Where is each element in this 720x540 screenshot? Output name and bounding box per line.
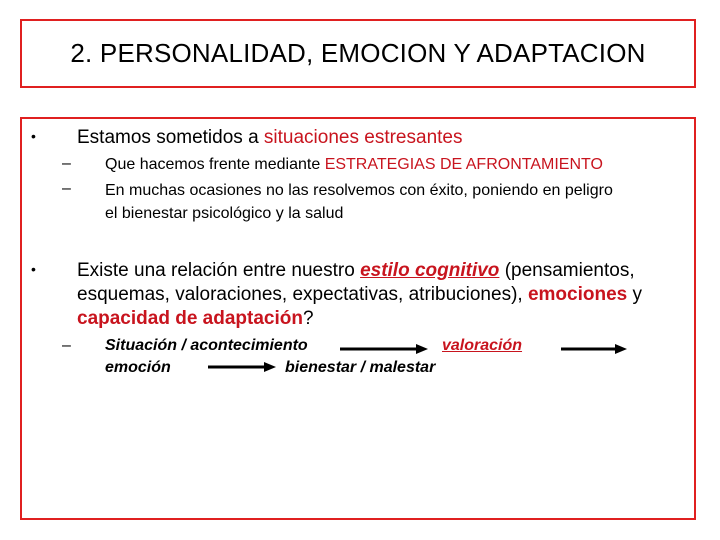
question-mark: ? xyxy=(302,308,314,329)
emocion-text: emoción xyxy=(105,359,171,376)
bienestar-text: bienestar / malestar xyxy=(285,359,436,376)
emociones: emociones xyxy=(527,284,628,305)
bullet-marker: • xyxy=(31,261,36,277)
dash-marker: – xyxy=(62,337,71,354)
title-box xyxy=(20,19,696,88)
bullet-2-text xyxy=(77,259,642,331)
capacidad-adaptacion: capacidad de adaptación xyxy=(77,308,303,329)
sub-1-highlight: ESTRATEGIAS DE AFRONTAMIENTO xyxy=(324,156,603,173)
sub-2-line-2: el bienestar psicológico y la salud xyxy=(105,205,344,222)
slide-title: 2. PERSONALIDAD, EMOCION Y ADAPTACION xyxy=(70,38,646,68)
sub-1-text-a: Que hacemos frente mediante xyxy=(105,156,325,173)
sub-2-line-1: En muchas ocasiones no las resolvemos con éxito, poniendo en peligro xyxy=(105,182,613,199)
arrow-icon xyxy=(208,361,278,373)
bullet-marker: • xyxy=(31,128,36,144)
situacion-text: Situación / acontecimiento xyxy=(105,337,308,354)
dash-marker: – xyxy=(62,180,71,197)
bullet-1-highlight: situaciones estresantes xyxy=(263,127,463,148)
bullet-2-line-2-a: esquemas, valoraciones, expectativas, atribuciones), xyxy=(77,284,528,305)
bullet-1-sub-1 xyxy=(105,153,603,176)
arrow-icon xyxy=(340,343,430,355)
bullet-2-text-a: Existe una relación entre nuestro xyxy=(77,260,361,281)
bullet-1-text-a: Estamos sometidos a xyxy=(77,127,264,148)
bullet-1-text xyxy=(77,126,462,150)
bullet-1-sub-2 xyxy=(105,179,613,225)
bullet-2-text-b: (pensamientos, xyxy=(499,260,635,281)
estilo-cognitivo: estilo cognitivo xyxy=(360,260,500,281)
bullet-2-line-2-b: y xyxy=(627,284,642,305)
arrow-icon xyxy=(561,343,629,355)
valoracion-text: valoración xyxy=(442,337,523,354)
dash-marker: – xyxy=(62,155,71,172)
